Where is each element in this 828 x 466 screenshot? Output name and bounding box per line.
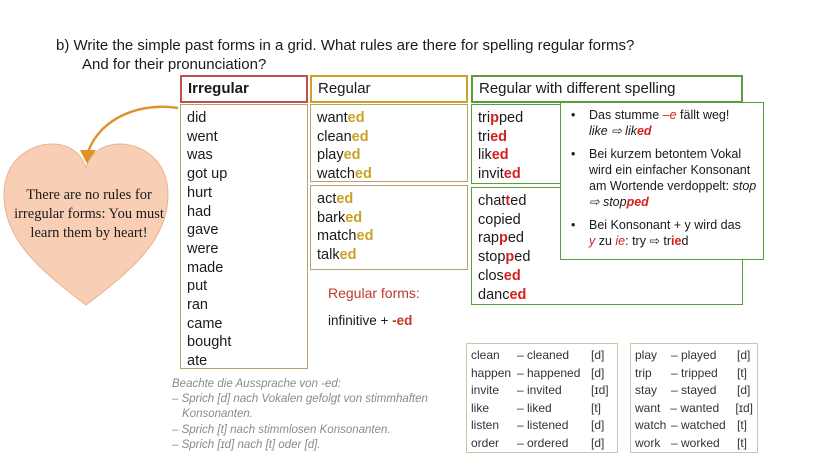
list-item: gave	[187, 222, 219, 239]
heart-text: There are no rules for irregular forms: You must learn them by heart!	[14, 187, 164, 241]
rule-silent-e: • Das stumme –e fällt weg! like ⇨ liked	[571, 108, 730, 138]
list-item: had	[187, 203, 212, 220]
list-item: acted	[317, 191, 354, 207]
table-row: stay – stayed [d]	[635, 383, 751, 397]
list-item: hurt	[187, 184, 212, 201]
list-item: chatted	[478, 193, 527, 209]
table-row: happen – happened [d]	[471, 365, 605, 380]
list-item: went	[187, 128, 218, 145]
table-row: like – liked [t]	[471, 400, 602, 415]
regular-list-top	[310, 104, 468, 182]
list-item: liked	[478, 147, 509, 164]
table-row: listen – listened [d]	[471, 418, 605, 432]
list-item: talked	[317, 247, 357, 264]
list-item: closed	[478, 267, 521, 284]
header-different-spelling: Regular with different spelling	[471, 75, 743, 103]
rule-double-consonant: • Bei kurzem betontem Vokal wird ein einfacher Konsonant am Wortende verdoppelt: stop ⇨ stopped	[571, 147, 757, 209]
list-item: matched	[317, 228, 374, 245]
table-row: trip – tripped [t]	[635, 365, 748, 380]
list-item: made	[187, 259, 224, 276]
list-item: played	[317, 147, 361, 164]
infinitive-rule: infinitive + -ed	[328, 313, 413, 328]
spelling-rules-box	[560, 102, 764, 260]
table-row: order – ordered [d]	[471, 435, 605, 450]
question-line-2: And for their pronunciation?	[82, 56, 267, 73]
regular-forms-label: Regular forms:	[328, 285, 420, 301]
list-item: copied	[478, 211, 521, 228]
list-item: stopped	[478, 249, 531, 266]
list-item: did	[187, 110, 207, 126]
list-item: were	[187, 240, 219, 257]
list-item: put	[187, 278, 208, 295]
header-regular: Regular	[310, 75, 468, 103]
table-row: clean – cleaned [d]	[471, 348, 605, 362]
pronunciation-table-b	[630, 343, 758, 453]
list-item: was	[187, 147, 213, 164]
list-item: danced	[478, 286, 527, 303]
task-question	[56, 36, 634, 74]
list-item: ran	[187, 297, 208, 314]
list-item: wanted	[317, 110, 365, 126]
list-item: came	[187, 315, 223, 332]
list-item: barked	[317, 209, 363, 226]
header-irregular: Irregular	[180, 75, 308, 103]
table-row: play – played [d]	[635, 348, 751, 362]
pronunciation-table-a	[466, 343, 618, 453]
table-row: want – wanted [ɪd]	[635, 400, 753, 415]
list-item: ate	[187, 353, 208, 370]
list-item: bought	[187, 334, 232, 351]
list-item: invited	[478, 166, 521, 183]
regular-list-bottom	[310, 185, 468, 270]
rule-consonant-y: • Bei Konsonant + y wird das y zu ie: try ⇨ tried	[571, 218, 741, 248]
table-row: watch – watched [t]	[635, 418, 748, 432]
list-item: tripped	[478, 110, 524, 126]
table-row: work – worked [t]	[635, 435, 748, 450]
list-item: tried	[478, 128, 508, 145]
list-item: cleaned	[317, 128, 369, 145]
irregular-list	[180, 104, 308, 369]
table-row: invite – invited [ɪd]	[471, 383, 609, 397]
list-item: got up	[187, 166, 228, 183]
question-line-1: b) Write the simple past forms in a grid. What rules are there for spelling regular forms?	[56, 37, 635, 54]
list-item: rapped	[478, 230, 524, 247]
list-item: watched	[317, 166, 372, 183]
pronunciation-note: Beachte die Aussprache von -ed: – Sprich [d] nach Vokalen gefolgt von stimmhaften Konsonanten. – Sprich [t] nach stimmlosen Konsonanten. – Sprich [ɪd] nach [t] oder [d].	[172, 378, 428, 451]
